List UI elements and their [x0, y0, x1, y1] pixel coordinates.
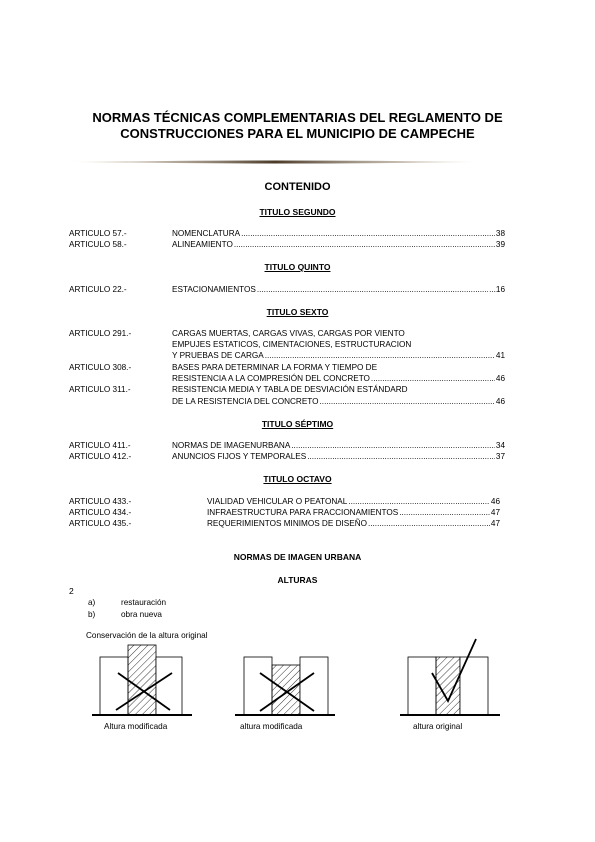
- toc-text: RESISTENCIA A LA COMPRESIÓN DEL CONCRETO: [172, 374, 370, 383]
- toc-entry: [172, 228, 505, 239]
- toc-text: ANUNCIOS FIJOS Y TEMPORALES: [172, 452, 307, 461]
- figure-altura-modificada-1: [92, 645, 192, 715]
- caption-figure-2: altura modificada: [240, 722, 303, 731]
- toc-text: CARGAS MUERTAS, CARGAS VIVAS, CARGAS POR VIENTO: [172, 329, 405, 338]
- toc-text: NOMENCLATURA: [172, 229, 241, 238]
- toc-page: 41: [495, 351, 505, 360]
- caption-figure-3: altura original: [413, 722, 463, 731]
- toc-page: 47: [490, 508, 500, 517]
- toc-article: ARTICULO 291.-: [69, 329, 132, 338]
- toc-article: ARTICULO 308.-: [69, 363, 132, 372]
- toc-article: ARTICULO 411.-: [69, 441, 131, 450]
- toc-text: ESTACIONAMIENTOS: [172, 285, 256, 294]
- toc-article: ARTICULO 412.-: [69, 452, 132, 461]
- toc-page: 39: [495, 240, 505, 249]
- toc-entry: [172, 350, 505, 361]
- toc-entry: [207, 507, 500, 518]
- toc-page: 47: [490, 519, 500, 528]
- toc-text: REQUERIMIENTOS MINIMOS DE DISEÑO: [207, 519, 367, 528]
- toc-entry: [207, 518, 500, 529]
- toc-text: ALINEAMIENTO: [172, 240, 233, 249]
- toc-article: ARTICULO 435.-: [69, 519, 132, 528]
- toc-article: ARTICULO 22.-: [69, 285, 127, 294]
- list-item: restauración: [121, 598, 167, 607]
- toc-entry: [172, 451, 505, 462]
- toc-article: ARTICULO 311.-: [69, 385, 131, 394]
- alturas-diagram: [80, 635, 520, 725]
- decorative-rule: [75, 158, 475, 166]
- figure-altura-modificada-2: [235, 657, 335, 715]
- figure-altura-original: [400, 639, 500, 715]
- title-line-2: CONSTRUCCIONES PARA EL MUNICIPIO DE CAMPECHE: [120, 126, 475, 141]
- section-heading-octavo: TITULO OCTAVO: [263, 474, 332, 484]
- toc-entry: [172, 284, 505, 295]
- toc-entry: [172, 396, 505, 407]
- toc-entry: [207, 496, 500, 507]
- toc-page: 34: [495, 441, 505, 450]
- section-heading-quinto: TITULO QUINTO: [264, 262, 331, 272]
- section-heading-sexto: TITULO SEXTO: [266, 307, 329, 317]
- toc-page: 46: [495, 374, 505, 383]
- list-marker: b): [88, 610, 96, 619]
- toc-entry: [172, 373, 505, 384]
- toc-entry: [172, 440, 505, 451]
- list-marker: a): [88, 598, 96, 607]
- toc-page: 46: [495, 397, 505, 406]
- toc-text: EMPUJES ESTATICOS, CIMENTACIONES, ESTRUCTURACION: [172, 340, 412, 349]
- alturas-heading: ALTURAS: [277, 575, 318, 585]
- toc-article: ARTICULO 58.-: [69, 240, 127, 249]
- document-title: [60, 110, 535, 142]
- item-number: 2: [69, 586, 74, 596]
- title-line-1: NORMAS TÉCNICAS COMPLEMENTARIAS DEL REGLAMENTO DE: [92, 110, 503, 125]
- section-heading-septimo: TITULO SÉPTIMO: [261, 419, 334, 429]
- toc-text: DE LA RESISTENCIA DEL CONCRETO: [172, 397, 319, 406]
- toc-page: 38: [495, 229, 505, 238]
- toc-article: ARTICULO 57.-: [69, 229, 127, 238]
- section-heading-segundo: TITULO SEGUNDO: [259, 207, 336, 217]
- toc-entry: [172, 239, 505, 250]
- toc-text: BASES PARA DETERMINAR LA FORMA Y TIEMPO DE: [172, 363, 378, 372]
- toc-page: ...16: [489, 285, 505, 294]
- imagen-urbana-heading: NORMAS DE IMAGEN URBANA: [233, 552, 362, 562]
- list-item: obra nueva: [121, 610, 162, 619]
- caption-figure-1: Altura modificada: [104, 722, 168, 731]
- toc-page: 46: [490, 497, 500, 506]
- toc-article: ARTICULO 434.-: [69, 508, 132, 517]
- toc-text: INFRAESTRUCTURA PARA FRACCIONAMIENTOS: [207, 508, 399, 517]
- toc-text: RESISTENCIA MEDIA Y TABLA DE DESVIACIÓN ESTÁNDARD: [172, 385, 408, 394]
- toc-text: VIALIDAD VEHICULAR O PEATONAL: [207, 497, 348, 506]
- conservacion-label: Conservación de la altura original: [86, 631, 208, 640]
- toc-text: Y PRUEBAS DE CARGA: [172, 351, 264, 360]
- toc-article: ARTICULO 433.-: [69, 497, 132, 506]
- contenido-heading: CONTENIDO: [264, 181, 331, 193]
- toc-text: NORMAS DE IMAGENURBANA: [172, 441, 291, 450]
- toc-page: 37: [495, 452, 505, 461]
